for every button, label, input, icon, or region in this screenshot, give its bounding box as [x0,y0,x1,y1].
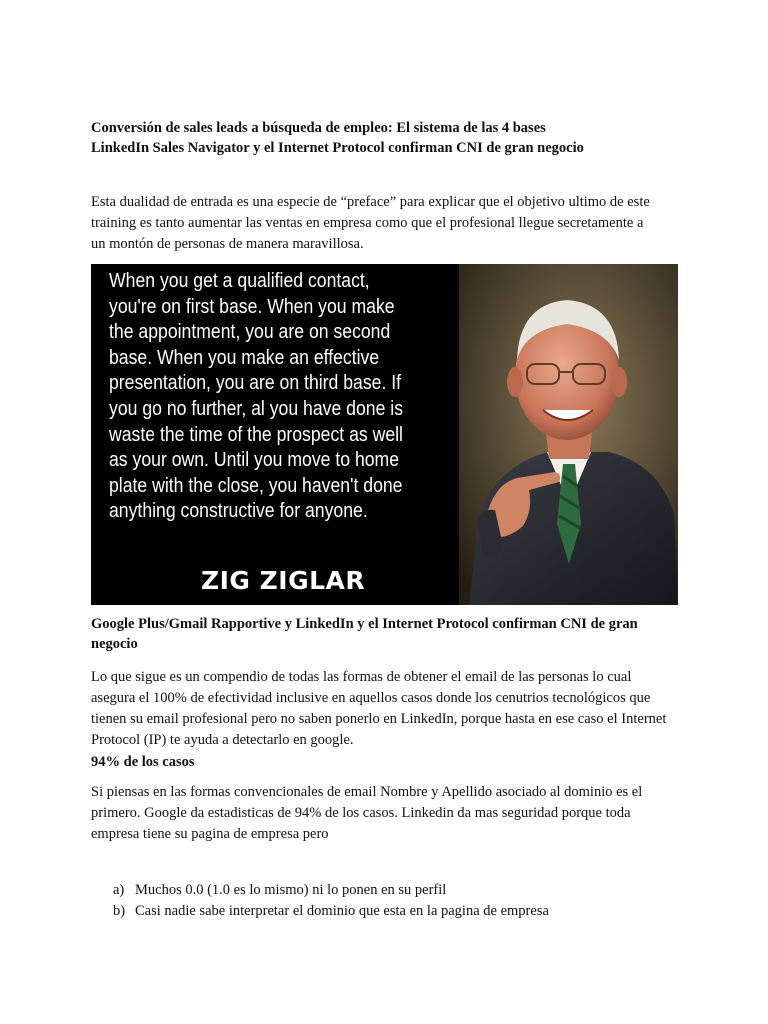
paragraph-line: Protocol (IP) te ayuda a detectarlo en google. [91,732,354,748]
quote-line: base. When you make an effective [109,345,380,369]
section-heading [91,614,681,654]
intro-line: training es tanto aumentar las ventas en empresa como que el profesional llegue secretamente a [91,215,644,231]
list-item-text: Muchos 0.0 (1.0 es lo mismo) ni lo ponen en su perfil [135,882,447,898]
paragraph-line: tienen su email profesional pero no saben ponerlo en LinkedIn, porque hasta en ese caso el Internet [91,711,667,727]
title-line-1: Conversión de sales leads a búsqueda de empleo: El sistema de las 4 bases [91,120,546,136]
paragraph-line: empresa tiene su pagina de empresa pero [91,826,329,842]
quote-author: ZIG ZIGLAR [201,566,366,595]
list-marker: b) [113,903,126,919]
list-item-text: Casi nadie sabe interpretar el dominio que esta en la pagina de empresa [135,903,549,919]
intro-line: Esta dualidad de entrada es una especie de “preface” para explicar que el objetivo ultimo de este [91,194,650,210]
section-paragraph [91,667,691,751]
list-item [113,880,673,901]
document-title [91,118,681,158]
quote-line: as your own. Until you move to home [109,448,400,472]
intro-line: un montón de personas de manera maravillosa. [91,236,364,252]
title-line-2: LinkedIn Sales Navigator y el Internet Protocol confirman CNI de gran negocio [91,140,584,156]
quote-line: you're on first base. When you make [109,294,395,318]
section-paragraph [91,782,691,845]
intro-paragraph [91,192,691,255]
paragraph-line: asegura el 100% de efectividad inclusive en aquellos casos donde los cenutrios tecnológicos que [91,690,651,706]
quote-line: plate with the close, you haven't done [109,473,403,497]
quote-line: you go no further, al you have done is [109,396,404,420]
section-heading-line: negocio [91,636,138,652]
section-heading: 94% de los casos [91,754,195,770]
section-heading-line: Google Plus/Gmail Rapportive y LinkedIn y el Internet Protocol confirman CNI de gran [91,616,638,632]
quote-text [109,268,469,524]
ordered-list [113,880,673,922]
quote-line: anything constructive for anyone. [109,499,368,523]
portrait-photo [459,264,678,605]
quote-line: When you get a qualified contact, [109,269,370,292]
quote-line: the appointment, you are on second [109,320,391,344]
quote-image [91,264,678,605]
list-item [113,901,673,922]
paragraph-line: Si piensas en las formas convencionales de email Nombre y Apellido asociado al dominio es el [91,784,643,800]
quote-line: presentation, you are on third base. If [109,371,402,395]
paragraph-line: Lo que sigue es un compendio de todas las formas de obtener el email de las personas lo cual [91,669,632,685]
quote-line: waste the time of the prospect as well [109,422,403,446]
paragraph-line: primero. Google da estadisticas de 94% de los casos. Linkedin da mas seguridad porque toda [91,805,631,821]
list-marker: a) [113,882,125,898]
